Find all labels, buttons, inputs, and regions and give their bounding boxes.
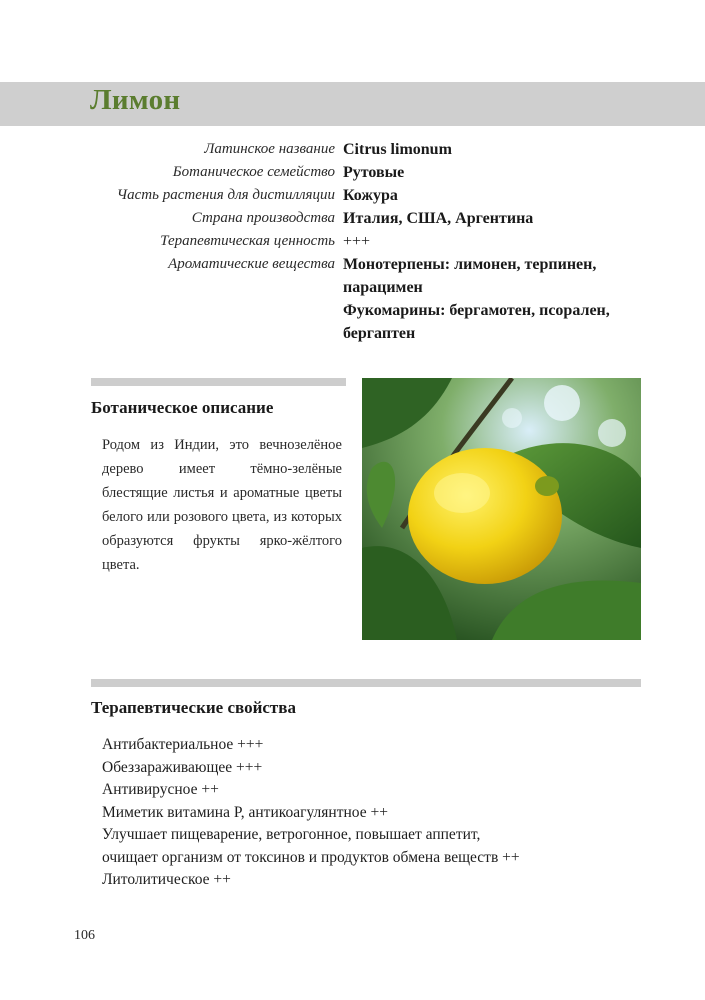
- info-row-aroma: [0, 253, 705, 342]
- info-value-aroma: [343, 253, 643, 345]
- info-label: Ароматические вещества: [168, 256, 335, 272]
- list-item: Обеззараживающее +++: [102, 758, 263, 776]
- therapeutic-list: [102, 734, 642, 892]
- info-label: Часть растения для дистилляции: [116, 187, 335, 203]
- info-row-family: [0, 161, 705, 184]
- info-row-country: [0, 207, 705, 230]
- info-table: [0, 138, 705, 342]
- list-item: очищает организм от токсинов и продуктов обмена веществ ++: [102, 848, 520, 866]
- aroma-line: Фукомарины: бергамотен, псорален, бергаптен: [343, 302, 610, 342]
- aroma-line: Монотерпены: лимонен, терпинен, парацимен: [343, 256, 597, 296]
- therapeutic-heading: Терапевтические свойства: [91, 698, 296, 717]
- info-value: Италия, США, Аргентина: [343, 210, 534, 227]
- list-item: Литолитическое ++: [102, 871, 231, 888]
- botanical-heading: Ботаническое описание: [91, 398, 274, 417]
- info-label: Латинское название: [204, 141, 335, 157]
- list-item: Миметик витамина P, антикоагулянтное ++: [102, 803, 388, 821]
- info-row-therapeutic-value: [0, 230, 705, 253]
- lemon-photo: [362, 378, 641, 640]
- section-divider: [91, 679, 641, 687]
- botanical-description: Родом из Индии, это вечнозелёное дерево имеет тёмно-зелёные блестящие листья и ароматные цветы белого или розового цвета, из которых образуются фрукты ярко-жёлтого цвета.: [102, 437, 342, 573]
- info-row-part: [0, 184, 705, 207]
- page-title: Лимон: [90, 84, 181, 116]
- info-value: Citrus limonum: [343, 141, 452, 158]
- info-row-latin: [0, 138, 705, 161]
- info-value: Рутовые: [343, 164, 405, 181]
- info-label: Ботаническое семейство: [172, 164, 335, 180]
- list-item: Улучшает пищеварение, ветрогонное, повышает аппетит,: [102, 826, 481, 843]
- list-item: Антибактериальное +++: [102, 736, 264, 753]
- page-number: 106: [74, 928, 95, 943]
- info-label: Терапевтическая ценность: [160, 233, 335, 249]
- info-label: Страна производства: [191, 210, 335, 226]
- section-divider: [91, 378, 346, 386]
- info-value: +++: [343, 233, 371, 250]
- info-value: Кожура: [343, 187, 398, 204]
- list-item: Антивирусное ++: [102, 781, 219, 798]
